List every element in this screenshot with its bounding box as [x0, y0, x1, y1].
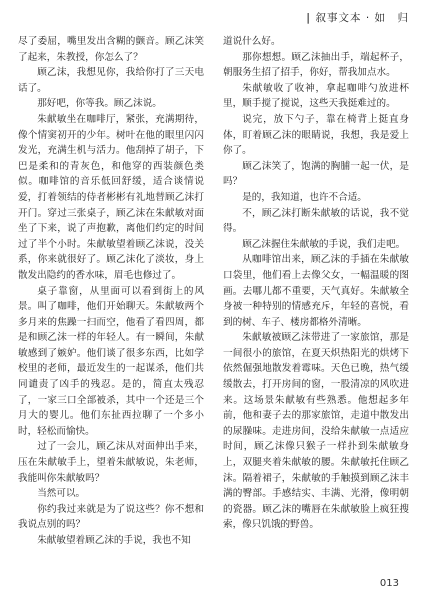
paragraph: 朱献敏收了收神，拿起咖啡勺放进杯里，顺手搅了搅说，这些天我挺难过的。	[223, 82, 409, 110]
paragraph: 你约我过来就是为了说这些？你不想和我说点别的吗？	[18, 503, 204, 531]
right-column	[223, 34, 409, 533]
paragraph: 是的，我知道，也许不合适。	[242, 191, 367, 203]
paragraph: 顾乙沫笑了，饱满的胸脯一起一伏，是吗？	[223, 160, 409, 188]
paragraph: 朱献敏坐在咖啡厅，紧张，充满期待，像个情窦初开的少年。树叶在他的眼里闪闪发光，充满生机与活力。他刮掉了胡子，下巴是柔和的青灰色，和他穿的西装颜色类似。咖啡馆的音乐低回舒缓，适合谈情说爱，打着领结的侍者彬彬有礼地替顾乙沫打开门。穿过三张桌子，顾乙沫在朱献敏对面坐了下来，说了声抱歉，离他们约定的时间过了半个小时。朱献敏望着顾乙沫说，没关系，你来就很好了。顾乙沫化了淡妆，身上散发出隐约的香水味，眉毛也修过了。	[18, 113, 204, 281]
paragraph: 那好吧，你等我。顾乙沫说。	[37, 98, 162, 110]
paragraph: 尽了委屈，嘴里发出含糊的颤音。顾乙沫笑了起来，朱教授，你怎么了？	[18, 36, 204, 63]
paragraph: 说完，放下勺子，靠在椅背上挺直身体，盯着顾乙沫的眼睛说，我想，我是爱上你了。	[223, 113, 409, 157]
running-header	[306, 10, 409, 25]
paragraph: 顾乙沫握住朱献敏的手说，我们走吧。	[242, 238, 406, 250]
paragraph: 顾乙沫，我想见你，我给你打了三天电话了。	[18, 67, 204, 94]
paragraph: 那你想想。顾乙沫抽出手，端起杯子，朝服务生招了招手，你好，帮我加点水。	[223, 51, 409, 79]
paragraph: 从咖啡馆出来，顾乙沫的手插在朱献敏口袋里，他们看上去像父女，一幅温暖的图画。去哪儿都不重要，天气真好。朱献敏全身被一种特别的情感充斥，年轻的喜悦，看到的树、车子、楼房都格外清晰。	[223, 254, 409, 328]
header-section: 叙事文本	[315, 12, 362, 24]
paragraph: 朱献敏望着顾乙沫的手说，我也不知	[37, 535, 191, 546]
paragraph: 桌子靠窗，从里面可以看到街上的风景。叫了咖啡，他们开始聊天。朱献敏两个多月来的焦躁一扫而空，他看了看四周，都是和顾乙沫一样的年轻人。有一瞬间，朱献敏感到了嫉妒。他们谈了很多东西，比如学校里的老师，最近发生的一起谋杀，他们共同谴责了凶手的残忍。是的，简直太残忍了，一家三口全部被杀，其中一个还是三个月大的婴儿。他们东扯西拉聊了一个多小时，轻松而愉快。	[18, 285, 204, 437]
header-title: 如 归	[374, 12, 409, 24]
paragraph: 过了一会儿，顾乙沫从对面伸出手来，压在朱献敏手上，望着朱献敏说，朱老师，我能叫你朱献敏吗？	[18, 441, 204, 484]
page-number: 013	[379, 578, 399, 589]
header-bar: |	[306, 12, 312, 24]
paragraph: 当然可以。	[37, 488, 86, 500]
header-dot: ·	[365, 12, 371, 24]
paragraph: 不，顾乙沫打断朱献敏的话说，我不觉得。	[223, 207, 409, 235]
paragraph: 朱献敏被顾乙沫带进了一家旅馆，那是一间很小的旅馆，在夏天炽热阳光的烘烤下依然倔强地散发着霉味。天色已晚，热气缓缓散去，打开房间的窗，一股清凉的风吹进来。这场景朱献敏有些熟悉。他想起多年前，他和妻子去的那家旅馆，走道中散发出的尿臊味。走进房间，没给朱献敏一点适应时间，顾乙沫像只猴子一样扑到朱献敏身上，双腿夹着朱献敏的腰。朱献敏托住顾乙沫。隔着裙子，朱献敏的手触摸到顾乙沫丰满的臀部。手感结实、丰满、光滑，像明朝的瓷器。顾乙沫的嘴唇在朱献敏脸上疯狂搜索，像只饥饿的野兽。	[223, 332, 409, 531]
left-column	[18, 34, 204, 549]
paragraph: 道说什么好。	[223, 36, 281, 47]
